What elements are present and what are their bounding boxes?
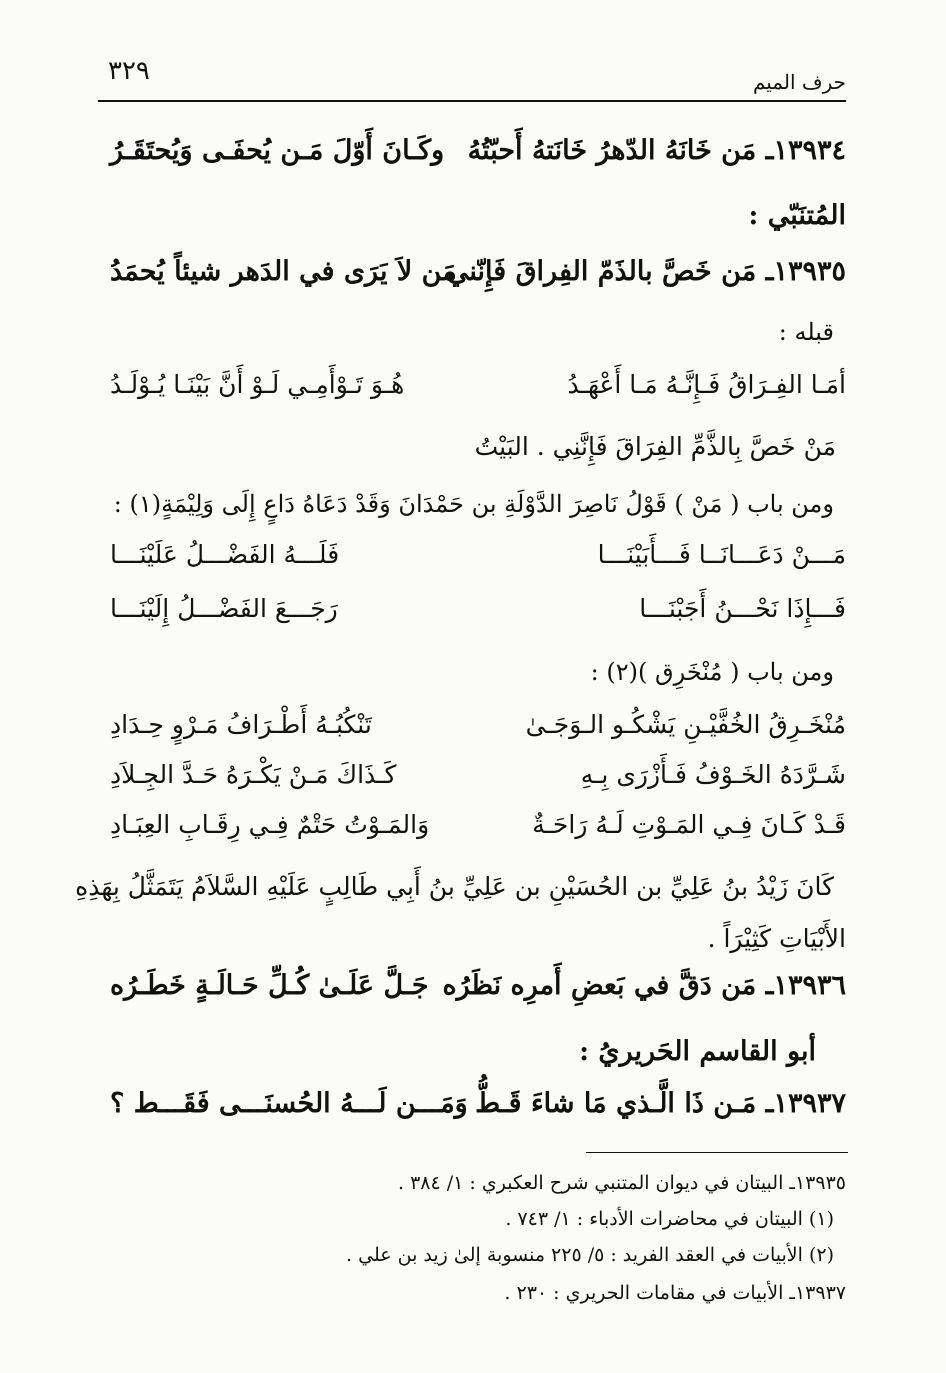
verse-second-hemistich: مَن لاَ يَرَى في الدَهر شيئاً يُحمَدُ bbox=[110, 256, 457, 287]
verse-13937 bbox=[110, 1088, 846, 1134]
verse-first-hemistich: شَـرَّدَهُ الخَـوْفُ فَـأَزْرَى بِـهِ bbox=[580, 760, 846, 789]
footnote-13937: ١٣٩٣٧ـ الأبيات في مقامات الحريري : ٢٣٠ . bbox=[504, 1282, 846, 1304]
zayd-paragraph-line-2: الأَبْيَاتِ كَثِيْرَاً . bbox=[707, 924, 846, 953]
verse-first-hemistich: ١٣٩٣٤ـ مَن خَانَهُ الدّهرُ خَانَتهُ أَحبّتُهُ bbox=[467, 135, 846, 166]
verse-first-hemistich: قَـدْ كَـانَ فِـي المَـوْتِ لَـهُ رَاحَـةٌ bbox=[532, 810, 846, 839]
verse-second-hemistich: وكَـانَ أَوّلَ مَـن يُحفَـى وَيُحتَقَـرُ bbox=[110, 135, 445, 166]
verse-man-2 bbox=[110, 594, 846, 640]
verse-munkhariq-2 bbox=[110, 760, 846, 806]
verse-first-hemistich: ١٣٩٣٥ـ مَن خَصَّ بالذَمّ الفِراقَ فَإِنّني bbox=[446, 256, 846, 287]
verse-second-hemistich: وَالمَـوْتُ حَتْمٌ فِـي رِقَـابِ العِبَـادِ bbox=[110, 810, 430, 839]
verse-first-hemistich: ١٣٩٣٧ـ مَـن ذَا الَّـذي مَا شاءَ قَـطُّ bbox=[475, 1088, 846, 1119]
verse-first-hemistich: مُنْخَـرِقُ الخُفَّيْـنِ يَشْكُـو الـوَجَـىٰ bbox=[525, 710, 846, 739]
verse-second-hemistich: فَلَـــهُ الفَضْـــلُ عَلَيْنَـــا bbox=[110, 540, 340, 569]
verse-preceding bbox=[110, 370, 846, 416]
page-header bbox=[98, 52, 846, 102]
verse-second-hemistich: وَمَـــن لَـــهُ الحُسنَـــى فَقَـــط ؟ bbox=[110, 1088, 468, 1119]
verse-munkhariq-3 bbox=[110, 810, 846, 856]
footnote-13935: ١٣٩٣٥ـ البيتان في ديوان المتنبي شرح العكبري : ١/ ٣٨٤ . bbox=[397, 1172, 846, 1194]
bab-man-intro: ومن باب ( مَنْ ) قَوْلُ نَاصِرَ الدَّوْلَةِ بن حَمْدَانَ وَقَدْ دَعَاهُ دَاعٍ إِلَى وَلِيْمَةٍ(١) : bbox=[113, 490, 834, 518]
verse-second-hemistich: كَـذَاكَ مَـنْ يَكْـرَهُ حَـدَّ الجِـلاَدِ bbox=[110, 760, 397, 789]
footnote-2: (٢) الأبيات في العقد الفريد : ٥/ ٢٢٥ منسوبة إلىٰ زيد بن علي . bbox=[346, 1244, 834, 1266]
verse-first-hemistich: ١٣٩٣٦ـ مَن دَقَّ في بَعضِ أَمرِه نَظَرُه bbox=[442, 970, 846, 1001]
footnote-separator bbox=[586, 1152, 848, 1153]
qablahu-label: قبله : bbox=[778, 318, 834, 346]
verse-munkhariq-1 bbox=[110, 710, 846, 756]
page-number: ٣٢٩ bbox=[108, 56, 150, 86]
verse-man-1 bbox=[110, 540, 846, 586]
verse-13934 bbox=[110, 135, 846, 181]
footnote-1: (١) البيتان في محاضرات الأدباء : ١/ ٧٤٣ . bbox=[505, 1208, 834, 1230]
verse-first-hemistich: فَـــإِذَا نَحْـــنُ أَجَبْنَـــا bbox=[639, 594, 846, 623]
bab-munkhariq-intro: ومن باب ( مُنْخَرِق )(٢) : bbox=[590, 658, 834, 686]
zayd-paragraph-line-1: كَانَ زَيْدُ بنُ عَلِيِّ بن الحُسَيْنِ بن عَلِيِّ بنُ أَبِي طَالِبٍ عَلَيْهِ السَّلاَمُ يَتَمَثَّلُ بِهَذِهِ bbox=[75, 872, 834, 901]
header-rule bbox=[98, 100, 846, 102]
verse-13935 bbox=[110, 256, 846, 302]
verse-first-hemistich: أمَـا الفِـرَاقُ فَـإِنَّـهُ مَـا أَعْهَـدُ bbox=[567, 370, 846, 399]
verse-second-hemistich: هُـوَ تَـوْأَمِـي لَـوْ أَنَّ بَيْنَـا يُـوْلَـدُ bbox=[110, 370, 405, 399]
verse-second-hemistich: جَـلَّ عَلَـىٰ كُـلِّ حَـالَـةٍ خَطَـرُه bbox=[110, 970, 429, 1001]
verse-13936 bbox=[110, 970, 846, 1016]
verse-second-hemistich: تَنْكُبُـهُ أَطْـرَافُ مَـرْوٍ حِـدَادِ bbox=[110, 710, 372, 739]
verse-second-hemistich: رَجَـــعَ الفَضْـــلُ إِلَيْنَـــا bbox=[110, 594, 338, 623]
poet-name-mutanabbi: المُتنَبّي : bbox=[748, 200, 846, 231]
running-head: حرف الميم bbox=[752, 70, 846, 94]
poet-name-hariri: أبو القاسم الحَريريُ : bbox=[579, 1036, 816, 1067]
verse-first-hemistich: مَـــنْ دَعَـــانَــا فَـــأَبَيْنَـــا bbox=[597, 540, 846, 569]
verse-repeat-line: مَنْ خَصَّ بِالذَّمِّ الفِرَاقَ فَإِنَّنِي . البَيْتُ bbox=[474, 432, 836, 461]
